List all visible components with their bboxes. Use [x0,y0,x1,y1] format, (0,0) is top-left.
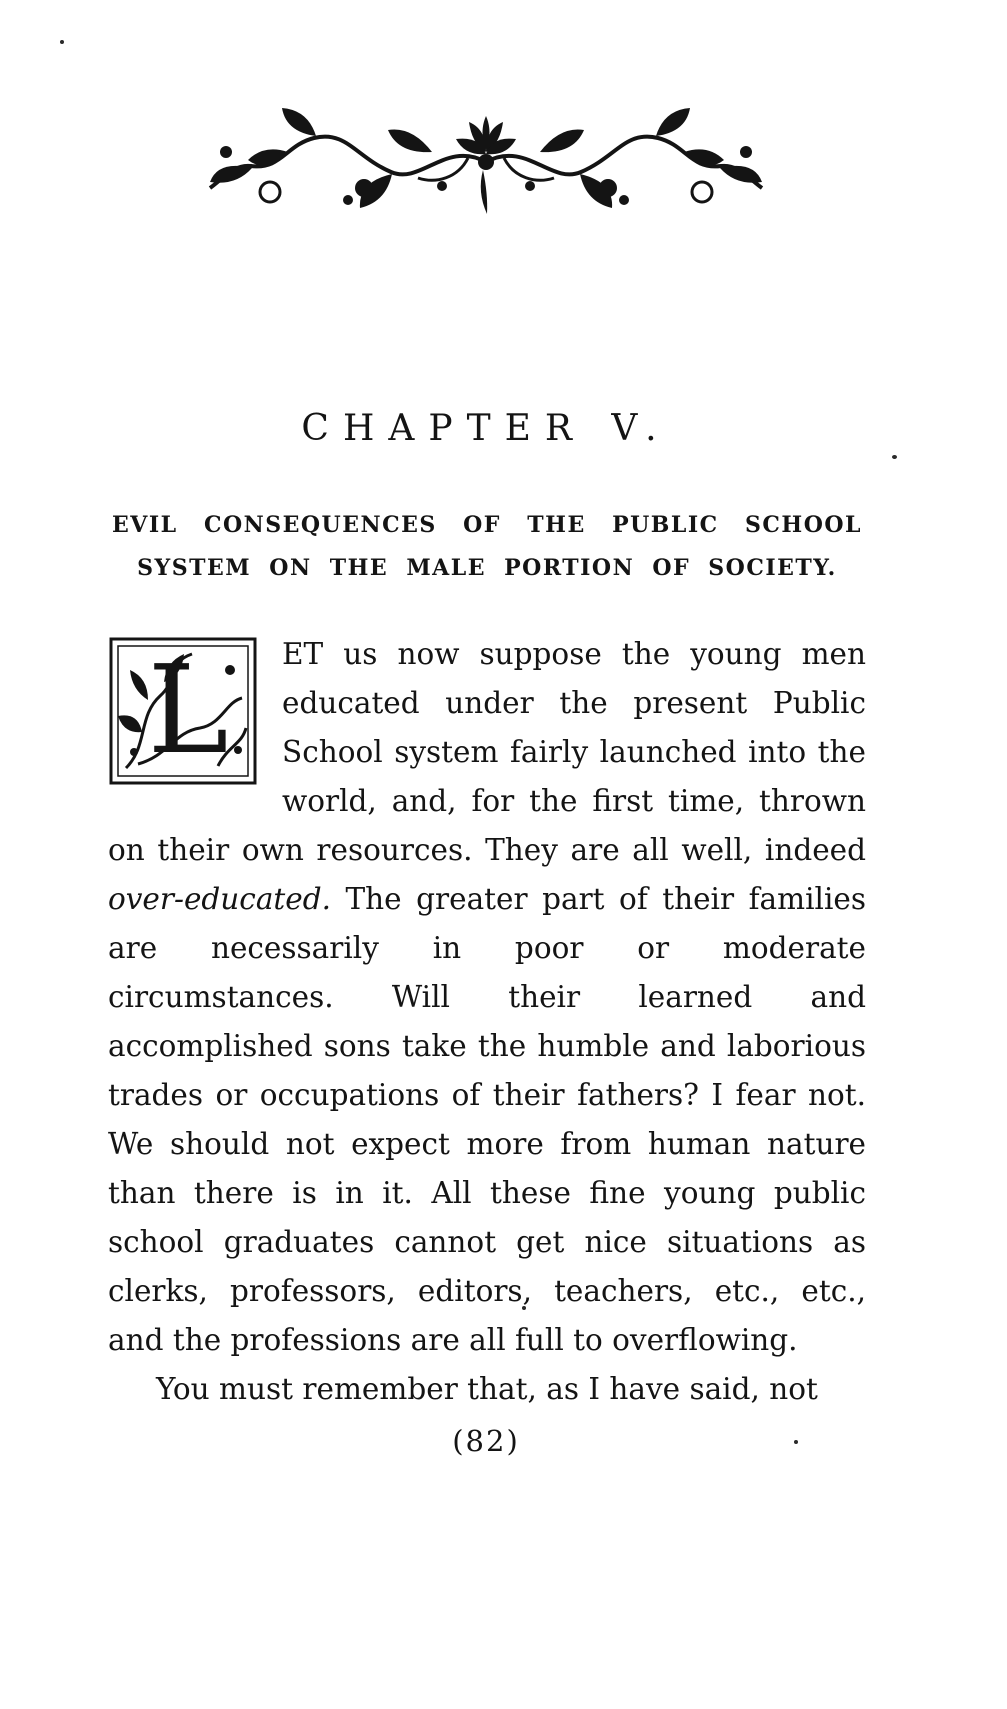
floral-ornament [196,100,776,234]
body-text-block [108,630,866,1414]
paragraph-1 [108,630,866,1365]
chapter-title: CHAPTER V. [301,408,671,449]
section-heading [112,512,862,581]
drop-cap [108,636,258,786]
paragraph-2: You must remember that, as I have said, not [156,1372,818,1406]
floral-ornament-graphic [196,100,776,230]
italic-phrase: over-educated. [108,882,331,916]
drop-cap-graphic [108,636,258,786]
page-number: (82) [452,1424,520,1458]
scan-speck [60,40,64,44]
paragraph-1-text-cont: The greater part of their families are necessarily in poor or moderate circumstances. Will their learned and accomplished sons take the humble and laborious trades or occupations of their fathers? I fear not. We should not expect more from human nature than there is in it. All these fine young public school graduates cannot get nice situations as clerks, professors, editors, teachers, etc., etc., and the professions are all full to overflowing. [108,882,866,1357]
section-heading-line1: EVIL CONSEQUENCES OF THE PUBLIC SCHOOL [112,512,862,538]
section-heading-line2: SYSTEM ON THE MALE PORTION OF SOCIETY. [137,555,837,581]
drop-cap-letter: L [147,639,229,781]
scan-speck [892,455,897,459]
paragraph-1-text: ET us now suppose the young men educated under the present Public School system fairly launched into the world, and, for the first time, thrown on their own resources. They are all well, indeed [108,637,866,867]
